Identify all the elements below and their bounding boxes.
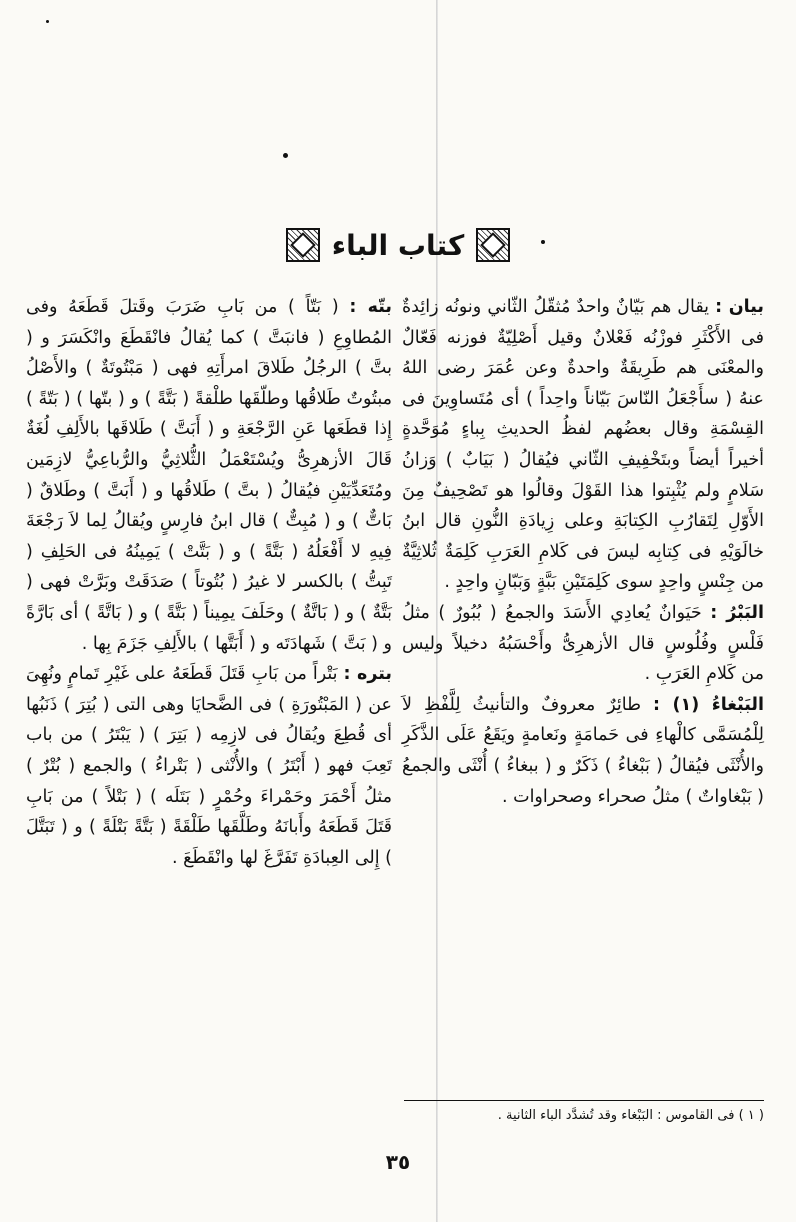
ink-speck [283, 153, 288, 158]
left-column [26, 292, 392, 873]
dictionary-entry [26, 659, 392, 873]
dictionary-entry [402, 598, 764, 690]
entry-text: يقال هم بَيّانٌ واحدٌ مُثقّلُ الثّاني ونونُه زائِدةٌ فى الأَكْثَرِ فوزْنُه فَعْلانٌ وقيل أَصْلِيّةٌ فوزنه فَعّالٌ والمعْنَى هم طَرِيقَةٌ واحدةٌ وعن عُمَرَ رضى اللهُ عنهُ ( سأَجْعَلُ النّاسَ بَيّاناً واحِداً ) أى مُتَساوِينَ فى القِسْمَةِ وقال بعضُهم لفظُ الحديثِ بِباءٍ مُوَحَّدةٍ أخيراً أيضاً وبتَخْفِيفِ الثّاني فيُقالُ ( بَيَابٌ ) وَزانُ سَلامٍ ولم يُثْبِتوا هذا القَوْلَ وقالُوا هو تَصْحِيفٌ مِنَ الأَوّلِ لِتَقارُبِ الكِتابَةِ وعلى زِيادَةِ النُّونِ قال ابنُ خالَوَيْهِ فى كِتابِه ليسَ فى كَلامِ العَرَبِ كَلِمَةٌ ثُلاثِيَّةٌ من جِنْسٍ واحِدٍ سوى كَلِمَتَيْنِ بَبَّةٍ وَبَبّانٍ واحِدٍ . [402, 297, 764, 593]
entry-text: طائِرٌ معروفٌ والتأنيثُ لِلَّفْظِ لاَ لِلْمُسَمَّى كالْهاءِ فى حَمامَةٍ ونَعامةٍ ويَقَعُ عَلَى الذَّكَرِ والأُنْثَى فيُقالُ ( بَبْغاءُ ) ذَكَرٌ و ( ببغاءُ ) أُنْثَى والجمعُ ( بَبْغاواتٌ ) مثلُ صحراء وصحراوات . [402, 694, 764, 807]
entry-headword: البَبْغاءُ (١) : [653, 694, 764, 715]
dictionary-entry [26, 292, 392, 659]
ink-speck [46, 20, 49, 23]
footnote: ( ١ ) فى القاموس : البَبْغاء وقد تُشدَّد الباء الثانية . [497, 1108, 764, 1123]
entry-headword: بيان : [715, 297, 764, 317]
chapter-heading [0, 222, 796, 268]
dictionary-entry [402, 292, 764, 598]
footnote-divider [404, 1100, 764, 1101]
page-number: ٣٥ [385, 1150, 411, 1174]
entry-text: بَتْراً من بَابِ قَتَلَ قَطَعَهُ على غَيْرِ تَمامٍ ونُهِىَ عن ( المَبْتُورَةِ ) فى الضَّحايَا وهى التى ( بُتِرَ ) ذَنَبُها أى قُطِعَ ويُقالُ فى لازِمِه ( بَتِرَ ) ( يَبْتَرُ ) من باب تَعِبَ فهو ( أَبْتَرُ ) والأُنْثى ( بَتْراءُ ) والجمع ( بُتْرٌ ) مثلُ أَحْمَرَ وحَمْراءَ وحُمْرٍ ( بَتَلَه ) ( بَتْلاً ) من بَابِ قَتَلَ قَطَعَهُ وأَبانَهُ وطَلَّقَها طَلْقَةً ( بَتَّةً بَتْلَةً ) و ( تَبَتَّلَ ) إِلى العِبادَةِ تَفَرَّغَ لها وانْقَطَعَ . [26, 664, 392, 868]
entry-headword: بتّه : [349, 297, 392, 317]
entry-headword: بتره : [343, 664, 392, 685]
chapter-title: كتاب الباء [331, 228, 465, 262]
entry-text: حَيَوانٌ يُعادِي الأَسَدَ والجمعُ ( بُبُورٌ ) مثلُ فَلْسٍ وفُلُوسٍ قال الأزهرِىُّ وأَحْسَبُهُ دخيلاً وليس من كَلامِ العَرَبِ . [402, 602, 764, 685]
entry-headword: البَبْرُ : [710, 602, 764, 623]
entry-text: ( بَتّاً ) من بَابِ ضَرَبَ وقَتلَ قَطَعَهُ وفى المُطاوِعِ ( فانبَتَّ ) كما يُقالُ فانْقَطَعَ وانْكَسَرَ و ( بتَّ ) الرجُلُ طَلاقَ امرأَتِهِ فهى ( مَبْتُوتَةٌ ) والأَصْلُ مبتُوتٌ طَلاقُها وطلّقَها طلْقةً ( بَتَّةً ) و ( بتّها ) ( بَتّةً ) إِذا قطَعَها عَنِ الرَّجْعَةِ و ( أَبَتَّ ) طَلاقَها بالأَلِفِ لُغَةٌ قَالَ الأزهرِىُّ ويُسْتَعْمَلُ الثُّلاثِيُّ والرُّباعِيُّ لازِمَين ومُتَعَدِّيَيْنِ فيُقالُ ( بتَّ ) طَلاقُها و ( أَبَتَّ ) وطَلاقٌ ( بَاتٌّ ) و ( مُبِتٌّ ) قال ابنُ فارِسٍ ويُقالُ لِما لاَ رَجْعَةَ فِيهِ لا أَفْعَلُهُ ( بَتَّةً ) و ( بَتَّتْ ) يَمِينُهُ فى الحَلِفِ ( تَبِتُّ ) بالكسر لا غيرُ ( بُتُوتاً ) صَدَقَتْ وبَرَّتْ فهى ( بَتَّةٌ ) و ( بَاتَّةٌ ) وحَلَفَ يمِيناً ( بَتَّةً ) و ( بَاتَّةً ) أى بَارَّةً و ( بَتَّ ) شَهادَتَه و ( أَبَتَّها ) بالأَلِفِ جَزَمَ بِها . [26, 297, 392, 654]
ornament-icon [286, 228, 320, 262]
dictionary-entry [402, 690, 764, 812]
ornament-icon [476, 228, 510, 262]
right-column [402, 292, 764, 812]
